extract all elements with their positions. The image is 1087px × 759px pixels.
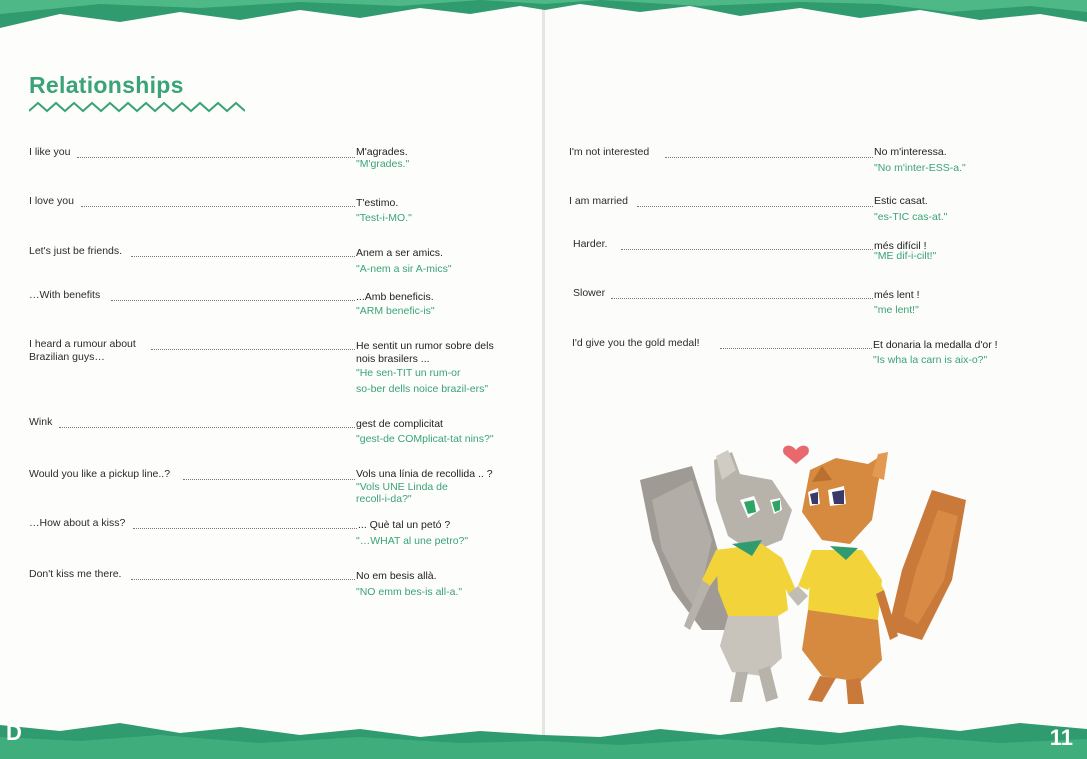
leader-dots [133, 528, 357, 529]
leader-dots [131, 256, 355, 257]
pronunciation: "…WHAT al une petro?" [356, 535, 469, 547]
catalan-phrase: He sentit un rumor sobre dels [356, 340, 494, 352]
leader-dots [720, 348, 872, 349]
english-phrase: Slower [573, 287, 606, 299]
english-phrase: Let's just be friends. [29, 245, 123, 257]
english-phrase-line2: Brazilian guys… [29, 351, 105, 363]
pronunciation: "Test-i-MO." [356, 212, 412, 224]
left-page [0, 0, 543, 759]
catalan-phrase: M'agrades. [356, 146, 408, 158]
english-phrase: …How about a kiss? [29, 517, 126, 529]
english-phrase: Don't kiss me there. [29, 568, 122, 580]
leader-dots [131, 579, 355, 580]
pronunciation: "es-TIC cas-at." [874, 211, 948, 223]
pronunciation: "Vols UNE Linda de [356, 481, 448, 493]
catalan-phrase: No m'interessa. [874, 146, 947, 158]
english-phrase: …With benefits [29, 289, 101, 301]
catalan-phrase: No em besis allà. [356, 570, 437, 582]
english-phrase: I love you [29, 195, 74, 207]
english-phrase: Harder. [573, 238, 608, 250]
pronunciation: "No m'inter-ESS-a." [874, 162, 966, 174]
catalan-phrase: ... Què tal un petó ? [358, 519, 451, 531]
page-number: 11 [1049, 725, 1073, 750]
squirrels-illustration [632, 440, 972, 710]
leader-dots [81, 206, 355, 207]
page-marker-left: D [6, 720, 22, 745]
catalan-phrase: Estic casat. [874, 195, 928, 207]
pronunciation-line2: so-ber dells noice brazil-ers" [356, 383, 489, 395]
english-phrase: I heard a rumour about [29, 338, 136, 350]
leader-dots [183, 479, 355, 480]
pronunciation: "He sen-TIT un rum-or [356, 367, 461, 379]
book-gutter [542, 0, 545, 759]
pronunciation: "NO emm bes-is all-a." [356, 586, 463, 598]
pronunciation: "Is wha la carn is aix-o?" [873, 354, 988, 366]
english-phrase: I like you [29, 146, 71, 158]
catalan-phrase: Et donaria la medalla d'or ! [873, 339, 998, 351]
pronunciation: "A-nem a sir A-mics" [356, 263, 452, 275]
leader-dots [151, 349, 355, 350]
pronunciation-line2: recoll-i-da?" [356, 493, 412, 505]
pronunciation: "M'grades." [356, 158, 410, 170]
english-phrase: I'd give you the gold medal! [572, 337, 700, 349]
zigzag-underline [29, 101, 245, 113]
leader-dots [637, 206, 873, 207]
catalan-phrase: ...Amb beneficis. [356, 291, 434, 303]
catalan-phrase: més lent ! [874, 289, 920, 301]
catalan-phrase: més difícil ! [874, 240, 927, 252]
english-phrase: I am married [569, 195, 628, 207]
catalan-phrase-line2: nois brasilers ... [356, 353, 430, 365]
section-title: Relationships [29, 72, 184, 98]
leader-dots [59, 427, 355, 428]
catalan-phrase: T'estimo. [356, 197, 399, 209]
catalan-phrase: gest de complicitat [356, 418, 443, 430]
english-phrase: Would you like a pickup line..? [29, 468, 171, 480]
pronunciation: "gest-de COMplicat-tat nins?" [356, 433, 494, 445]
pronunciation: "ARM benefic-is" [356, 305, 435, 317]
catalan-phrase: Vols una línia de recollida .. ? [356, 468, 493, 480]
leader-dots [77, 157, 355, 158]
pronunciation: "me lent!" [874, 304, 919, 316]
english-phrase: Wink [29, 416, 53, 428]
catalan-phrase: Anem a ser amics. [356, 247, 443, 259]
pronunciation: "ME dif-i-cilt!" [874, 250, 937, 262]
bottom-green-band [0, 711, 1087, 759]
english-phrase: I'm not interested [569, 146, 650, 158]
heart-icon [783, 446, 809, 464]
top-green-band [0, 0, 1087, 40]
leader-dots [621, 249, 873, 250]
leader-dots [611, 298, 873, 299]
leader-dots [111, 300, 355, 301]
leader-dots [665, 157, 873, 158]
